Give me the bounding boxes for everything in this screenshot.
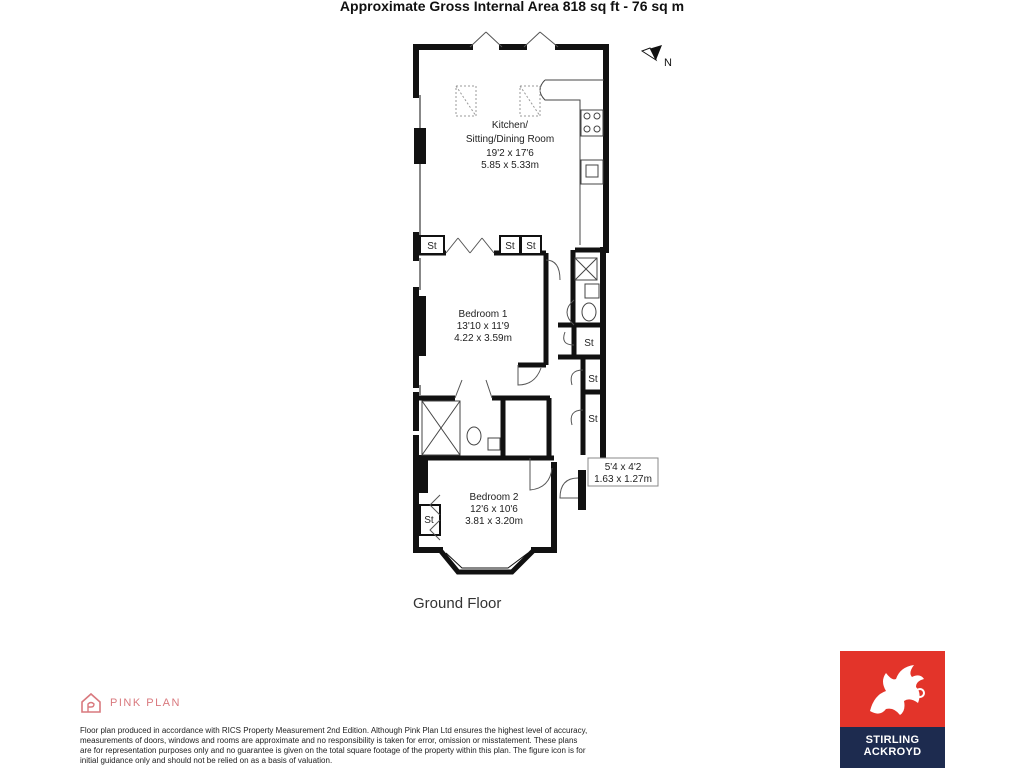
svg-text:Sitting/Dining Room: Sitting/Dining Room xyxy=(465,134,555,145)
storage-label: St xyxy=(584,338,594,349)
compass-label: N xyxy=(664,57,672,69)
skylights xyxy=(456,86,540,116)
storage-label: St xyxy=(588,374,598,385)
extra-room-dimensions xyxy=(588,458,658,486)
storage-label: St xyxy=(526,241,536,252)
pink-plan-name: PINK PLAN xyxy=(110,697,181,709)
svg-text:Bedroom 2: Bedroom 2 xyxy=(469,492,519,503)
svg-text:13'10 x 11'9: 13'10 x 11'9 xyxy=(456,321,510,332)
svg-text:Bedroom 1: Bedroom 1 xyxy=(458,309,508,320)
storage-label: St xyxy=(505,241,515,252)
griffin-icon xyxy=(840,651,945,727)
storage-label: St xyxy=(427,241,437,252)
north-compass-icon xyxy=(642,45,672,69)
svg-text:1.63 x 1.27m: 1.63 x 1.27m xyxy=(594,474,652,485)
svg-text:5.85 x 5.33m: 5.85 x 5.33m xyxy=(481,160,539,171)
svg-text:5'4 x 4'2: 5'4 x 4'2 xyxy=(604,462,642,473)
storage-boxes xyxy=(420,236,541,535)
floor-label: Ground Floor xyxy=(413,595,502,612)
agent-name-line2: ACKROYD xyxy=(863,746,922,758)
svg-text:Kitchen/: Kitchen/ xyxy=(491,120,529,131)
agent-logo-emblem xyxy=(840,651,945,727)
pink-plan-brand xyxy=(80,692,181,714)
svg-text:4.22 x 3.59m: 4.22 x 3.59m xyxy=(454,333,512,344)
area-title: Approximate Gross Internal Area 818 sq ft - 76 sq m xyxy=(339,0,685,14)
storage-label: St xyxy=(588,414,598,425)
kitchen-units xyxy=(540,80,604,245)
agent-logo xyxy=(840,651,945,768)
bedroom1-label xyxy=(454,309,512,344)
agent-name-line1: STIRLING xyxy=(865,734,920,746)
svg-text:3.81 x 3.20m: 3.81 x 3.20m xyxy=(465,516,523,527)
pink-plan-logo-icon xyxy=(80,692,102,714)
bedroom2-label xyxy=(465,492,523,527)
kitchen-label xyxy=(466,120,554,171)
storage-label: St xyxy=(424,515,434,526)
disclaimer-text: Floor plan produced in accordance with RICS Property Measurement 2nd Edition. Although Pink Plan Ltd ensures the highest level of accuracy, measurements of doors, windows and rooms are approximate and no responsibility is taken for error, omission or misstatement. These plans are for representation purposes only and no guarantee is given on the total square footage of the property within this plan. The figure icon is for initial guidance only and should not be relied on as a basis of valuation. xyxy=(80,726,588,765)
svg-text:19'2 x 17'6: 19'2 x 17'6 xyxy=(486,148,534,159)
internal-walls xyxy=(416,250,606,458)
agent-logo-wordmark xyxy=(840,727,945,768)
svg-text:12'6 x 10'6: 12'6 x 10'6 xyxy=(470,504,518,515)
